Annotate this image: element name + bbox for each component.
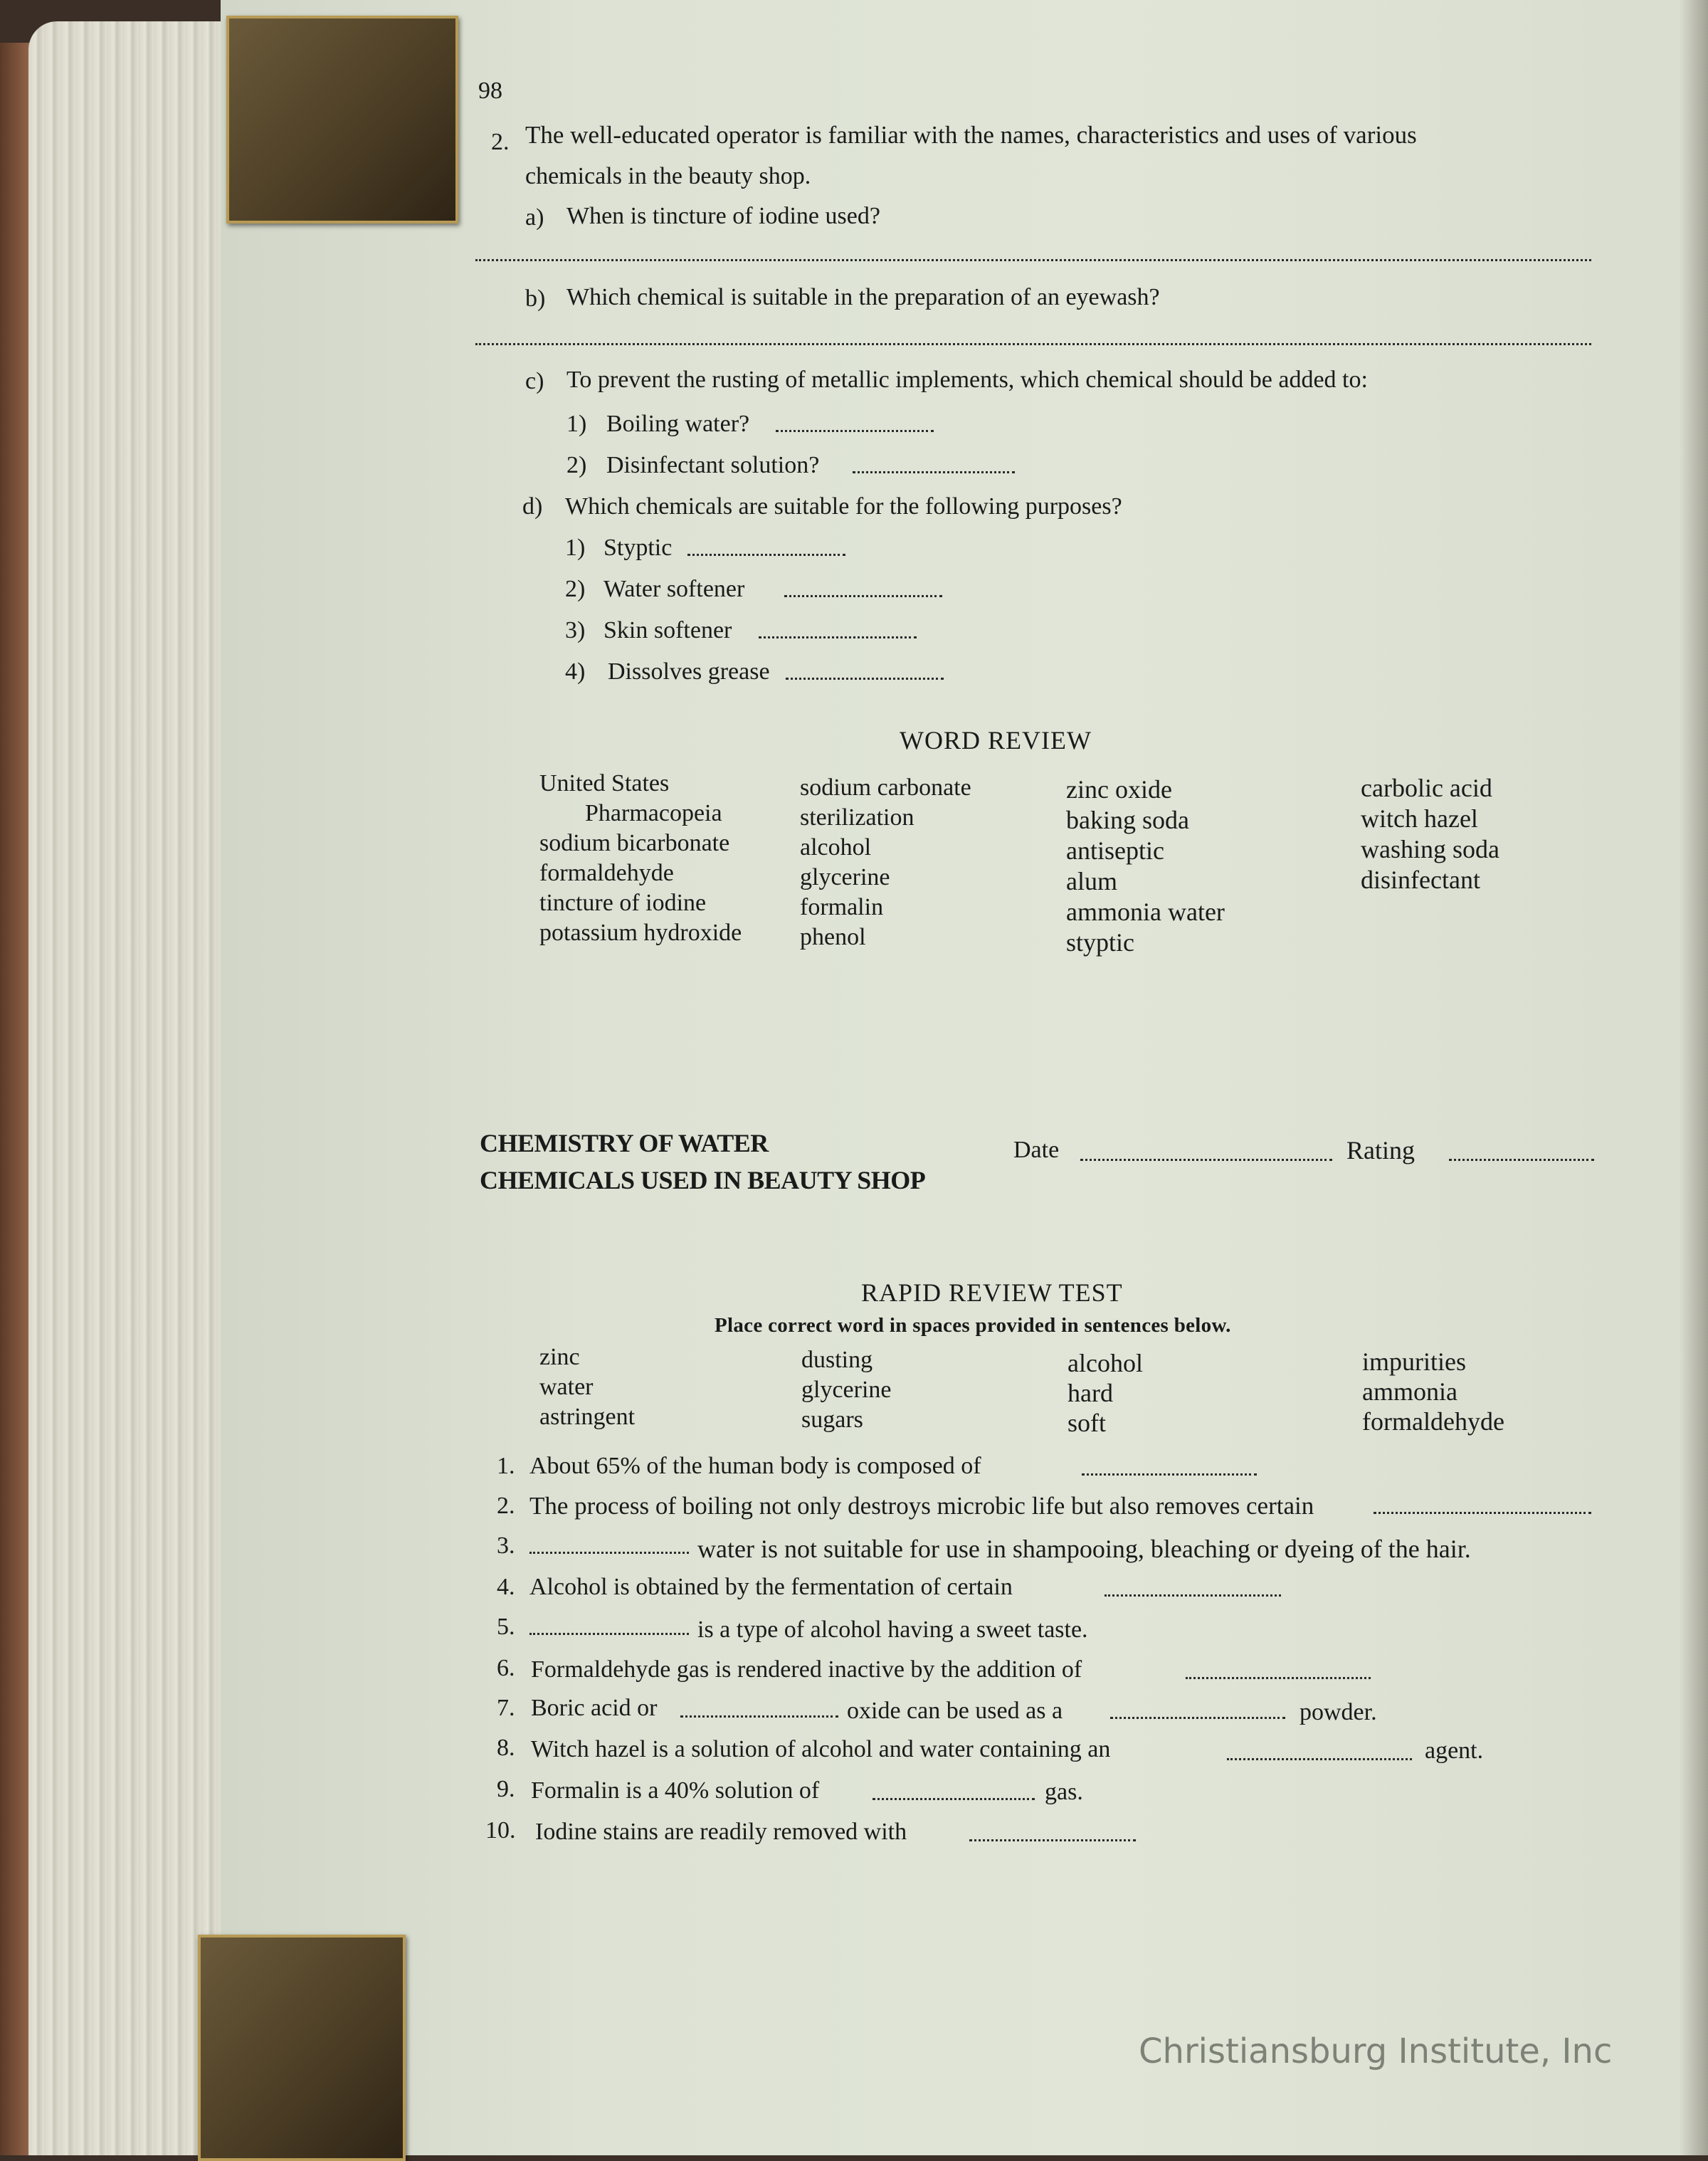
d-item-3: Skin softener	[603, 617, 732, 643]
q1-number: 1.	[497, 1453, 515, 1479]
q6-blank[interactable]	[1186, 1677, 1371, 1679]
book-page	[221, 0, 1708, 2155]
c-item-2-num: 2)	[566, 452, 587, 478]
word-item: soft	[1068, 1409, 1106, 1437]
answer-line-b[interactable]	[475, 343, 1591, 345]
word-item: ammonia water	[1066, 898, 1225, 926]
sub-question-a: When is tincture of iodine used?	[566, 203, 880, 229]
word-item: washing soda	[1361, 835, 1499, 863]
q7-text-middle: oxide can be used as a	[847, 1698, 1063, 1724]
word-item: carbolic acid	[1361, 774, 1492, 802]
word-item: ammonia	[1362, 1377, 1457, 1406]
watermark: Christiansburg Institute, Inc	[1139, 2031, 1613, 2071]
sub-question-c: To prevent the rusting of metallic implements, which chemical should be added to:	[566, 367, 1368, 393]
word-item: United States	[539, 770, 670, 796]
sub-question-b: Which chemical is suitable in the preparation of an eyewash?	[566, 284, 1160, 310]
question-line-2: chemicals in the beauty shop.	[525, 163, 811, 189]
q3-number: 3.	[497, 1532, 515, 1559]
page-number: 98	[478, 78, 502, 104]
c-item-1: Boiling water?	[606, 411, 750, 437]
word-item: astringent	[539, 1404, 636, 1430]
word-item: disinfectant	[1361, 866, 1480, 894]
word-item: formaldehyde	[1362, 1407, 1504, 1436]
q10-blank[interactable]	[969, 1839, 1136, 1841]
index-tab-bottom	[198, 1935, 406, 2161]
q6-text: Formaldehyde gas is rendered inactive by the addition of	[531, 1656, 1082, 1683]
d-item-3-blank[interactable]	[759, 636, 917, 638]
q6-number: 6.	[497, 1655, 515, 1681]
sub-label-a: a)	[525, 204, 544, 231]
q10-text: Iodine stains are readily removed with	[535, 1819, 907, 1845]
q10-number: 10.	[485, 1817, 516, 1844]
word-item: alcohol	[800, 834, 872, 861]
answer-line-a[interactable]	[475, 259, 1591, 261]
q9-text: Formalin is a 40% solution of	[531, 1777, 820, 1804]
index-tab-top	[226, 16, 458, 224]
rapid-word-col-4	[1362, 1347, 1504, 1436]
word-item: witch hazel	[1361, 804, 1478, 833]
q8-text: Witch hazel is a solution of alcohol and water containing an	[531, 1736, 1111, 1762]
word-item: dusting	[801, 1347, 873, 1373]
sub-question-d: Which chemicals are suitable for the following purposes?	[565, 493, 1122, 520]
word-item: formalin	[800, 894, 884, 920]
d-item-1: Styptic	[603, 535, 673, 561]
q2-blank[interactable]	[1374, 1512, 1591, 1514]
rapid-word-col-1	[539, 1342, 635, 1432]
word-item: potassium hydroxide	[539, 920, 742, 946]
word-item: styptic	[1066, 928, 1134, 957]
q8-blank[interactable]	[1227, 1758, 1412, 1760]
d-item-2-num: 2)	[565, 576, 586, 602]
rating-label: Rating	[1346, 1136, 1415, 1164]
word-item: glycerine	[801, 1377, 892, 1403]
d-item-1-num: 1)	[565, 535, 586, 561]
rapid-word-col-3	[1068, 1348, 1143, 1438]
d-item-2: Water softener	[603, 576, 745, 602]
sub-label-b: b)	[525, 285, 546, 312]
word-item: Pharmacopeia	[585, 800, 722, 826]
rapid-word-col-2	[801, 1345, 892, 1435]
test-heading-line-1: CHEMISTRY OF WATER	[480, 1129, 769, 1157]
word-item: zinc	[539, 1344, 580, 1370]
sub-label-c: c)	[525, 368, 544, 394]
q9-text-end: gas.	[1045, 1779, 1083, 1805]
q2-number: 2.	[497, 1493, 515, 1519]
word-item: antiseptic	[1066, 836, 1164, 865]
d-item-1-blank[interactable]	[687, 554, 845, 556]
word-item: zinc oxide	[1066, 775, 1172, 804]
date-label: Date	[1013, 1137, 1060, 1163]
q9-number: 9.	[497, 1776, 515, 1802]
rapid-review-title: RAPID REVIEW TEST	[861, 1278, 1123, 1307]
word-review-col-1	[539, 769, 742, 948]
q9-blank[interactable]	[873, 1798, 1035, 1800]
q5-number: 5.	[497, 1614, 515, 1640]
q3-text: water is not suitable for use in shampooing, bleaching or dyeing of the hair.	[697, 1535, 1471, 1563]
word-item: hard	[1068, 1379, 1113, 1407]
word-item: alcohol	[1068, 1349, 1143, 1377]
q8-number: 8.	[497, 1735, 515, 1761]
date-blank[interactable]	[1080, 1159, 1332, 1161]
test-heading-line-2: CHEMICALS USED IN BEAUTY SHOP	[480, 1166, 926, 1194]
q7-text-start: Boric acid or	[531, 1695, 658, 1721]
q8-text-end: agent.	[1425, 1737, 1484, 1764]
q1-blank[interactable]	[1082, 1473, 1257, 1476]
word-item: sterilization	[800, 804, 914, 831]
d-item-3-num: 3)	[565, 617, 586, 643]
question-number: 2.	[491, 129, 510, 155]
c-item-1-blank[interactable]	[776, 430, 934, 432]
word-item: baking soda	[1066, 806, 1189, 834]
question-line-1: The well-educated operator is familiar with the names, characteristics and uses of various	[525, 121, 1417, 149]
word-item: tincture of iodine	[539, 890, 707, 916]
q7-blank-2[interactable]	[1110, 1717, 1285, 1719]
q4-number: 4.	[497, 1574, 515, 1600]
q4-blank[interactable]	[1105, 1594, 1281, 1597]
q5-text: is a type of alcohol having a sweet taste.	[697, 1616, 1088, 1643]
d-item-4-blank[interactable]	[786, 678, 944, 680]
word-review-col-4	[1361, 773, 1499, 895]
c-item-2: Disinfectant solution?	[606, 452, 820, 478]
word-item: sugars	[801, 1407, 863, 1433]
q1-text: About 65% of the human body is composed of	[529, 1453, 981, 1479]
q7-text-end: powder.	[1300, 1699, 1377, 1725]
q5-blank[interactable]	[529, 1633, 689, 1635]
word-item: alum	[1066, 867, 1117, 895]
word-item: sodium carbonate	[800, 774, 971, 801]
word-item: formaldehyde	[539, 860, 674, 886]
c-item-1-num: 1)	[566, 411, 587, 437]
d-item-4-num: 4)	[565, 658, 586, 685]
q4-text: Alcohol is obtained by the fermentation of certain	[529, 1574, 1013, 1600]
rapid-review-instructions: Place correct word in spaces provided in sentences below.	[715, 1314, 1231, 1337]
word-item: sodium bicarbonate	[539, 830, 730, 856]
word-review-col-2	[800, 773, 971, 952]
word-item: glycerine	[800, 864, 890, 890]
d-item-4: Dissolves grease	[608, 658, 770, 685]
q2-text: The process of boiling not only destroys microbic life but also removes certain	[529, 1492, 1314, 1520]
word-item: phenol	[800, 924, 866, 950]
page-gutter-shadow	[1680, 0, 1708, 2155]
q7-number: 7.	[497, 1695, 515, 1721]
q7-blank-1[interactable]	[680, 1715, 838, 1718]
rating-blank[interactable]	[1449, 1159, 1594, 1161]
word-item: impurities	[1362, 1347, 1466, 1376]
word-review-col-3	[1066, 774, 1225, 958]
q3-blank[interactable]	[529, 1552, 689, 1554]
word-item: water	[539, 1374, 594, 1400]
sub-label-d: d)	[522, 493, 543, 520]
d-item-2-blank[interactable]	[784, 595, 942, 597]
c-item-2-blank[interactable]	[853, 471, 1015, 473]
word-review-title: WORD REVIEW	[900, 726, 1092, 754]
